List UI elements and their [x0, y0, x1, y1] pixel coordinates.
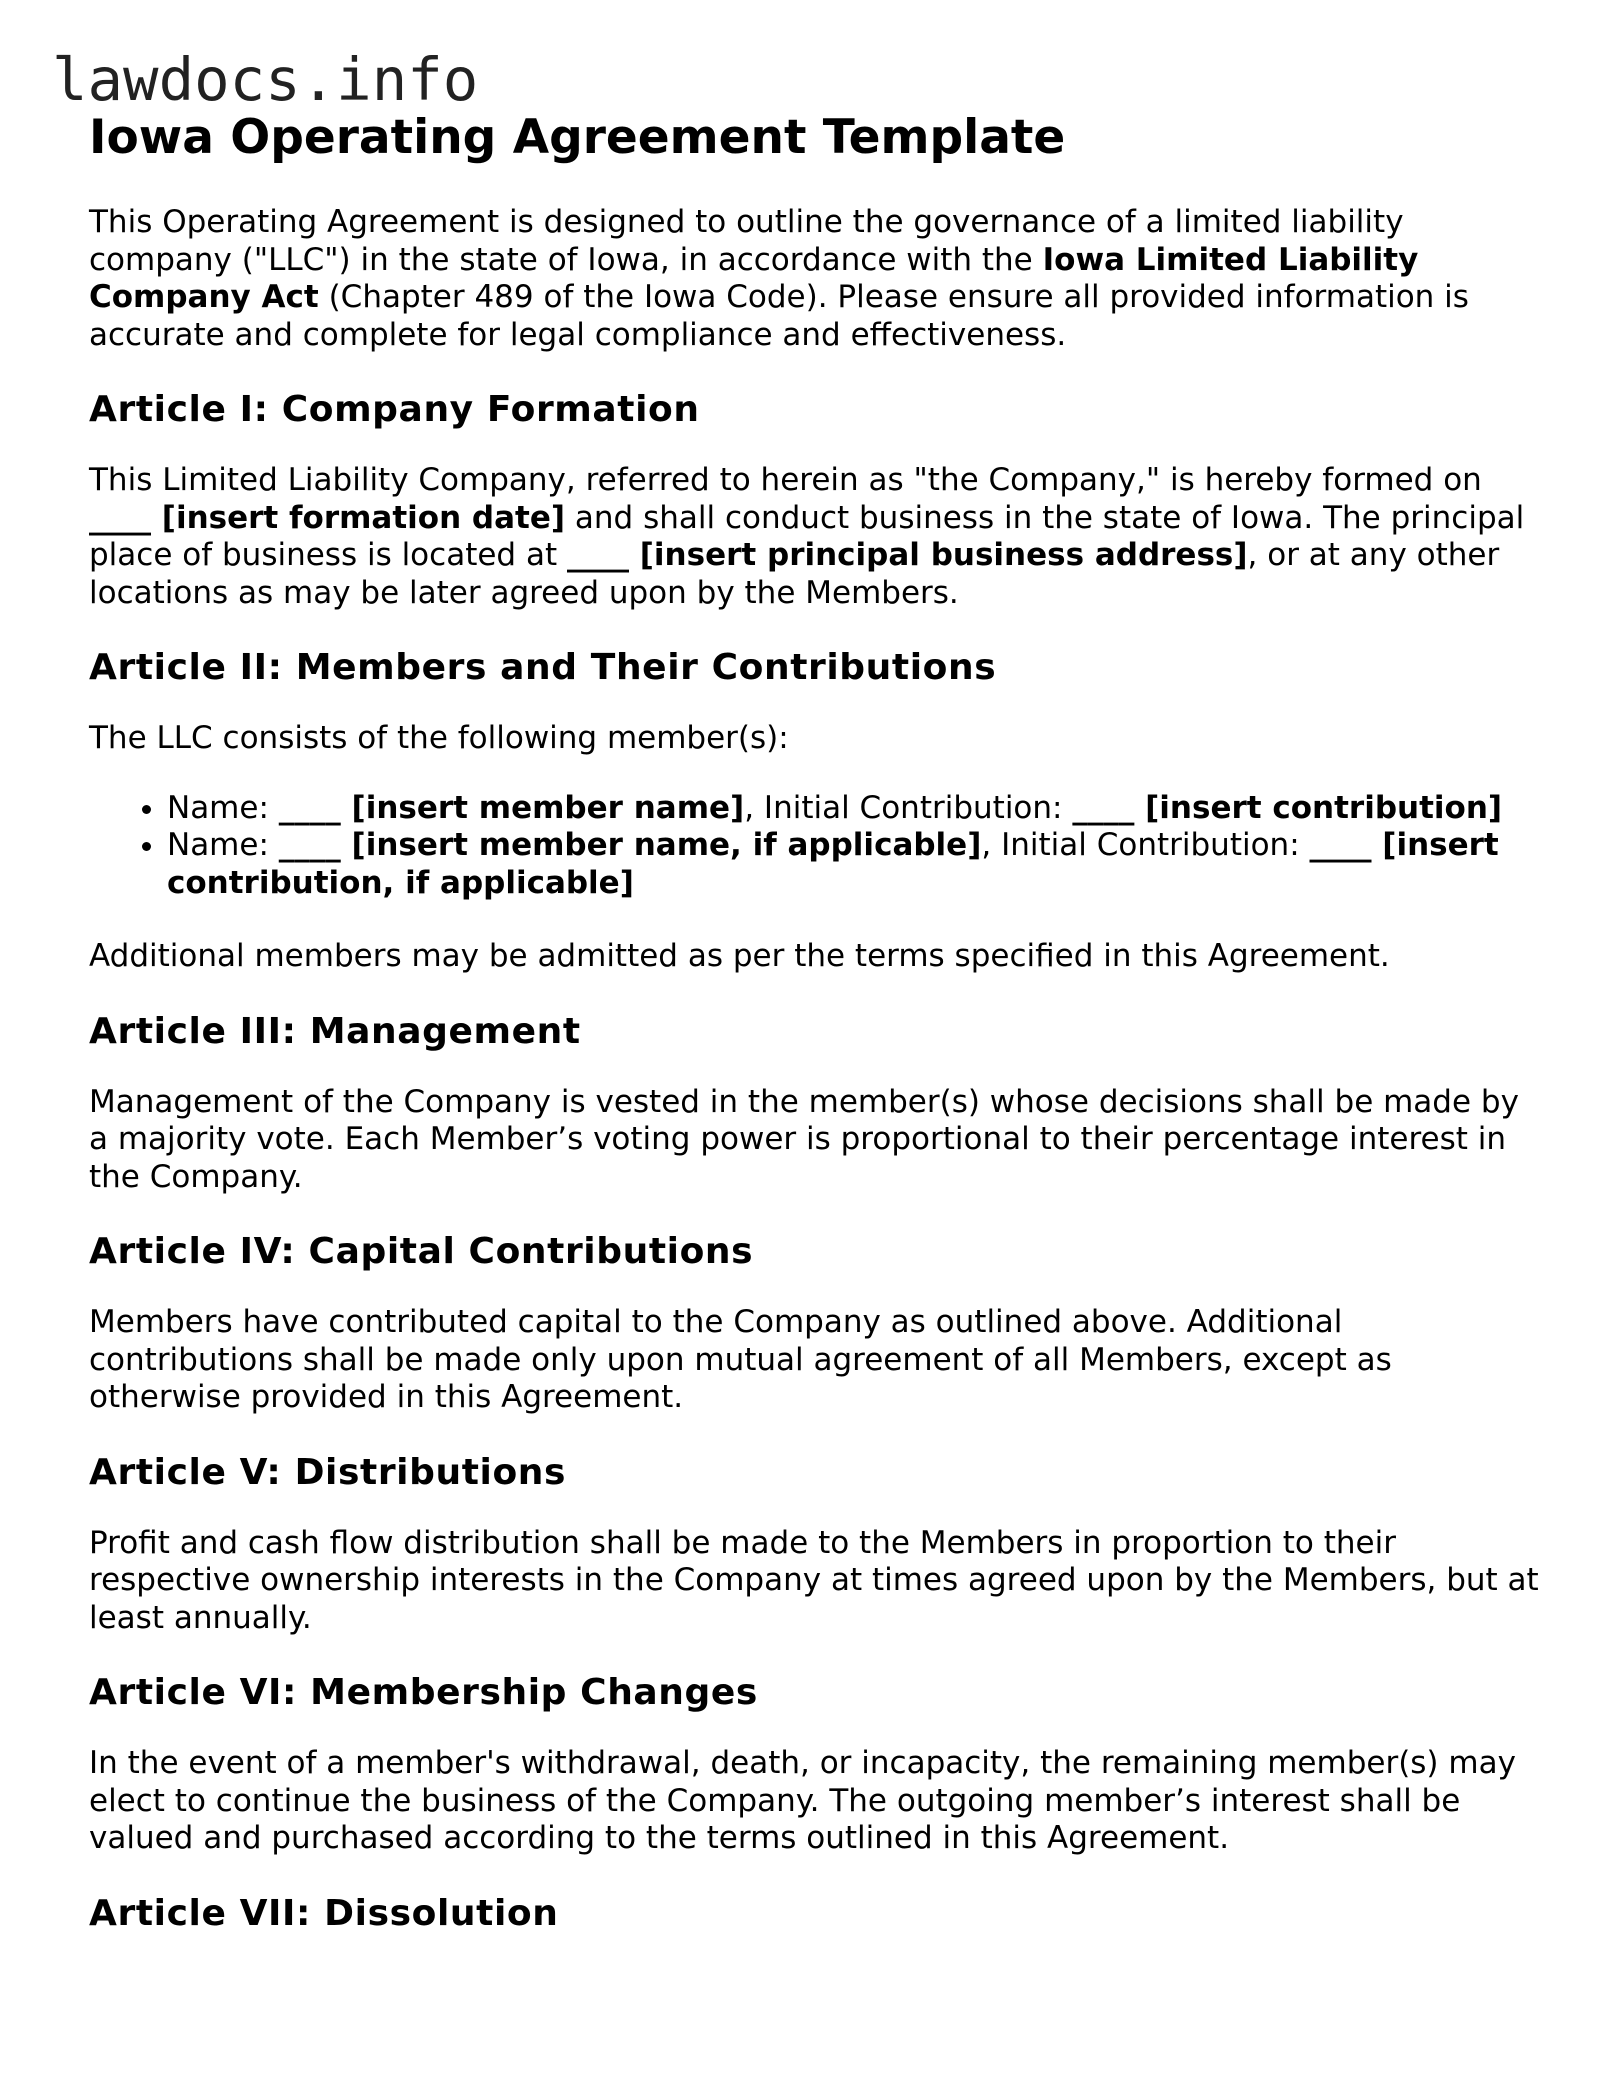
watermark: lawdocs.info: [52, 45, 479, 114]
article-6-body: In the event of a member's withdrawal, death, or incapacity, the remaining member(s) may elect to continue the business of the Company. The outgoing member’s interest shall be valued and purchased according to the terms outlined in this Agreement.: [89, 1745, 1516, 1856]
intro-paragraph: [89, 204, 1539, 354]
member-list-item: [167, 790, 1539, 828]
article-3-heading: Article III: Management: [89, 1010, 581, 1052]
document-title: Iowa Operating Agreement Template: [89, 110, 1066, 165]
intro-text-1: This Operating Agreement is designed to outline the governance of a limited liability company ("LLC") in the state of Iowa, in accordance with the: [89, 204, 1404, 278]
formation-date-placeholder: ____ [insert formation date]: [89, 499, 566, 536]
member-contribution-placeholder: ____ [insert contribution, if applicable]: [167, 827, 1499, 901]
member-list: [89, 790, 1539, 903]
intro-act-name: Iowa Limited Liability Company Act: [89, 241, 1419, 315]
member-name-placeholder: ____ [insert member name]: [278, 789, 745, 826]
member-contribution-placeholder: ____ [insert contribution]: [1072, 789, 1503, 826]
member-name-placeholder: ____ [insert member name, if applicable]: [278, 827, 982, 863]
article-1-text-3: , or at any other locations as may be later agreed upon by the Members.: [89, 537, 1500, 611]
article-1-body: [89, 462, 1539, 612]
article-1-heading: Article I: Company Formation: [89, 389, 700, 430]
document-body: [89, 110, 1539, 1966]
member-contribution-label: , Initial Contribution:: [744, 789, 1073, 826]
article-6-heading: Article VI: Membership Changes: [89, 1672, 758, 1713]
article-2-lead: The LLC consists of the following member(s):: [89, 720, 789, 756]
member-name-label: Name:: [167, 789, 279, 826]
article-2-heading: Article II: Members and Their Contributions: [89, 647, 997, 688]
article-2-closing: Additional members may be admitted as per the terms specified in this Agreement.: [89, 938, 1390, 974]
business-address-placeholder: ____ [insert principal business address]: [566, 537, 1248, 573]
member-contribution-label: , Initial Contribution:: [981, 827, 1310, 863]
article-1-text-2: and shall conduct business in the state of Iowa. The principal place of business is located at: [89, 499, 1525, 573]
article-5-body: Profit and cash flow distribution shall be made to the Members in proportion to their respective ownership interests in the Company at times agreed upon by the Members, but at least annually.: [89, 1524, 1539, 1636]
article-4-heading: Article IV: Capital Contributions: [89, 1231, 754, 1272]
article-5-heading: Article V: Distributions: [89, 1451, 567, 1493]
intro-text-2: (Chapter 489 of the Iowa Code). Please ensure all provided information is accurate and complete for legal compliance and effectiveness.: [89, 279, 1469, 353]
member-name-label: Name:: [167, 827, 279, 863]
article-3-body: Management of the Company is vested in the member(s) whose decisions shall be made by a majority vote. Each Member’s voting power is proportional to their percentage interest in the Company.: [89, 1083, 1519, 1195]
article-1-text-1: This Limited Liability Company, referred to herein as "the Company," is hereby formed on: [89, 462, 1482, 498]
article-7-heading: Article VII: Dissolution: [89, 1892, 559, 1934]
member-list-item: [167, 827, 1539, 902]
article-4-body: Members have contributed capital to the Company as outlined above. Additional contributions shall be made only upon mutual agreement of all Members, except as otherwise provided in this Agreement.: [89, 1304, 1392, 1415]
